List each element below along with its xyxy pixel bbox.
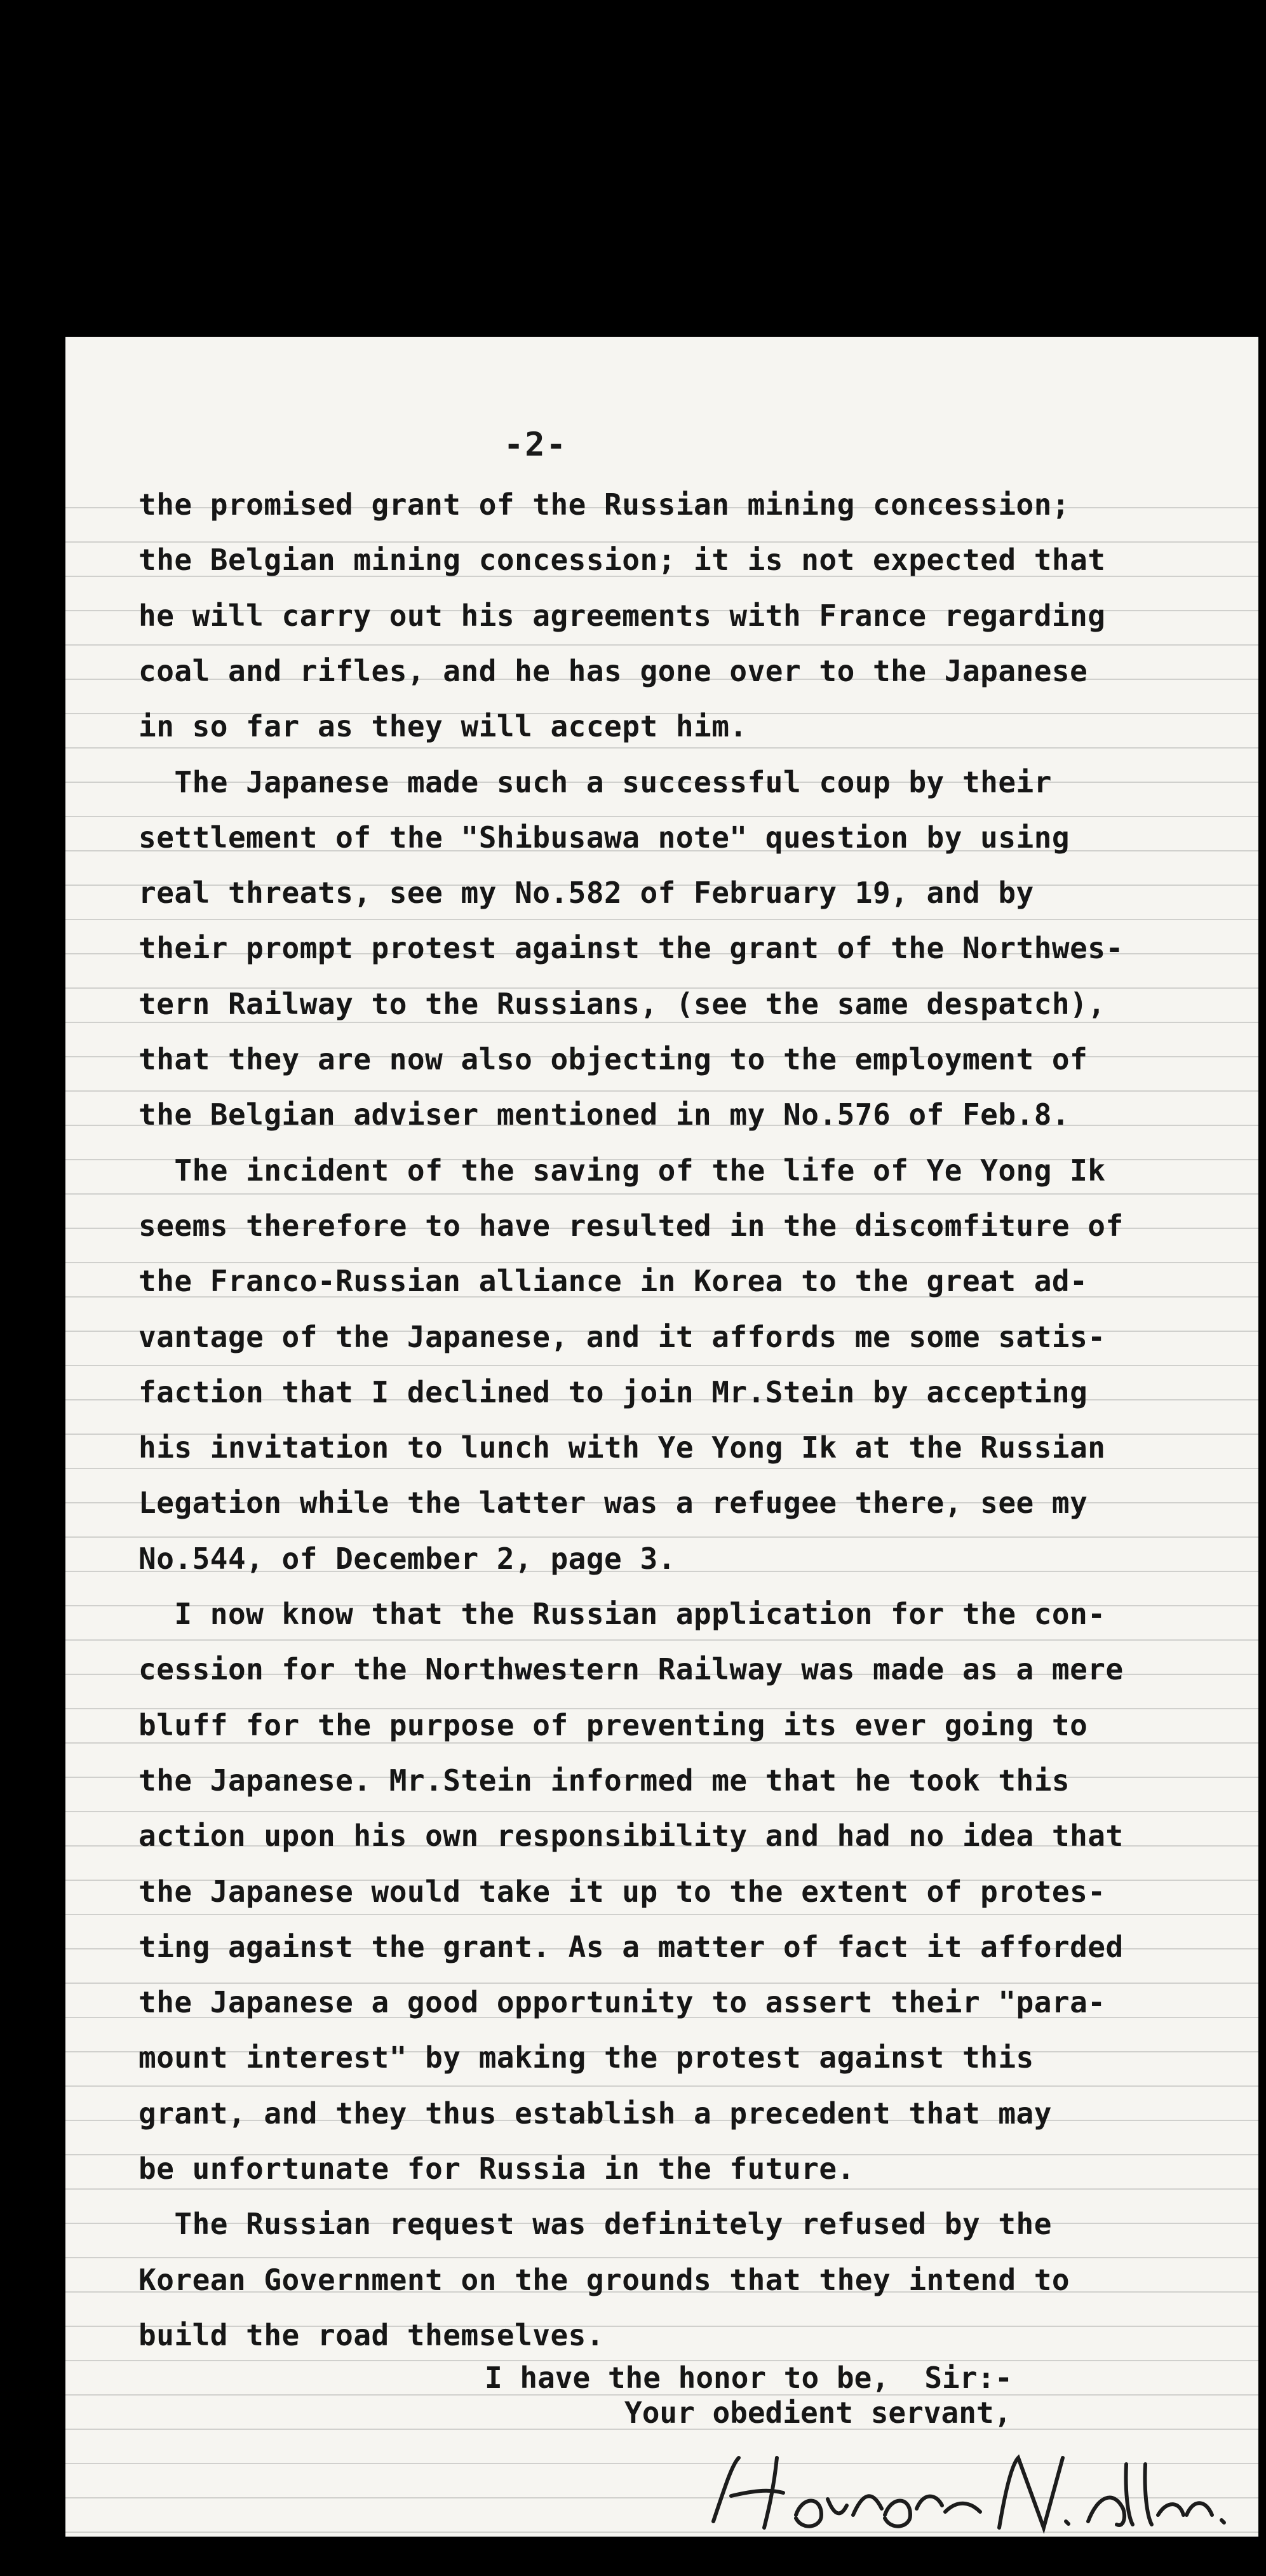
text-line: Korean Government on the grounds that they intend to — [138, 2263, 1070, 2297]
text-line: build the road themselves. — [138, 2318, 605, 2352]
text-line: the Franco-Russian alliance in Korea to the great ad- — [138, 1264, 1088, 1298]
ruled-line — [65, 1468, 1258, 1469]
ruled-line — [65, 1742, 1258, 1744]
page-number: -2- — [504, 426, 567, 464]
ruled-line — [65, 1914, 1258, 1915]
text-line: coal and rifles, and he has gone over to the Japanese — [138, 654, 1088, 688]
ruled-line — [65, 1090, 1258, 1092]
text-line: in so far as they will accept him. — [138, 709, 748, 743]
text-line: he will carry out his agreements with France regarding — [138, 599, 1106, 633]
ruled-line — [65, 2085, 1258, 2087]
text-line: cession for the Northwestern Railway was made as a mere — [138, 1652, 1124, 1686]
text-line: ting against the grant. As a matter of fact it afforded — [138, 1930, 1124, 1964]
ruled-line — [65, 747, 1258, 749]
text-line: the Japanese. Mr.Stein informed me that he took this — [138, 1763, 1070, 1798]
text-line: the Japanese would take it up to the extent of protes- — [138, 1874, 1106, 1909]
text-line: the promised grant of the Russian mining concession; — [138, 487, 1070, 522]
text-line: The Japanese made such a successful coup by their — [138, 765, 1052, 799]
text-line: bluff for the purpose of preventing its ever going to — [138, 1708, 1088, 1742]
ruled-line — [65, 1262, 1258, 1263]
text-line: tern Railway to the Russians, (see the same despatch), — [138, 987, 1106, 1021]
text-line: I now know that the Russian application for the con- — [138, 1597, 1106, 1631]
closing-salutation: I have the honor to be, Sir:- — [485, 2361, 1013, 2395]
text-line: No.544, of December 2, page 3. — [138, 1542, 676, 1576]
ruled-line — [65, 1811, 1258, 1812]
text-line: The Russian request was definitely refused by the — [138, 2207, 1052, 2241]
ruled-line — [65, 1022, 1258, 1023]
ruled-line — [65, 1536, 1258, 1538]
ruled-line — [65, 644, 1258, 646]
ruled-line — [65, 1983, 1258, 1984]
handwritten-signature — [701, 2445, 1247, 2537]
ruled-line — [65, 1365, 1258, 1366]
ruled-line — [65, 816, 1258, 817]
text-line: real threats, see my No.582 of February 19, and by — [138, 876, 1034, 910]
ruled-line — [65, 2257, 1258, 2258]
text-line: the Belgian mining concession; it is not expected that — [138, 543, 1106, 577]
text-line: action upon his own responsibility and had no idea that — [138, 1819, 1124, 1853]
ruled-line — [65, 919, 1258, 920]
text-line: his invitation to lunch with Ye Yong Ik at the Russian — [138, 1430, 1106, 1465]
ruled-line — [65, 1639, 1258, 1641]
ruled-line — [65, 1193, 1258, 1195]
text-line: mount interest" by making the protest against this — [138, 2040, 1034, 2075]
text-line: Legation while the latter was a refugee there, see my — [138, 1486, 1088, 1520]
text-line: The incident of the saving of the life of Ye Yong Ik — [138, 1153, 1106, 1188]
text-line: the Belgian adviser mentioned in my No.576 of Feb.8. — [138, 1097, 1070, 1132]
closing-valediction: Your obedient servant, — [624, 2396, 1012, 2430]
text-line: seems therefore to have resulted in the discomfiture of — [138, 1209, 1124, 1243]
text-line: grant, and they thus establish a precedent that may — [138, 2096, 1052, 2131]
letter-page — [65, 337, 1258, 2537]
text-line: settlement of the "Shibusawa note" question by using — [138, 820, 1070, 855]
text-line: be unfortunate for Russia in the future. — [138, 2152, 855, 2186]
text-line: that they are now also objecting to the employment of — [138, 1042, 1088, 1076]
text-line: their prompt protest against the grant of the Northwes- — [138, 931, 1124, 965]
text-line: the Japanese a good opportunity to assert their "para- — [138, 1985, 1106, 2019]
text-line: faction that I declined to join Mr.Stein by accepting — [138, 1375, 1088, 1409]
text-line: vantage of the Japanese, and it affords me some satis- — [138, 1320, 1106, 1354]
ruled-line — [65, 2188, 1258, 2190]
